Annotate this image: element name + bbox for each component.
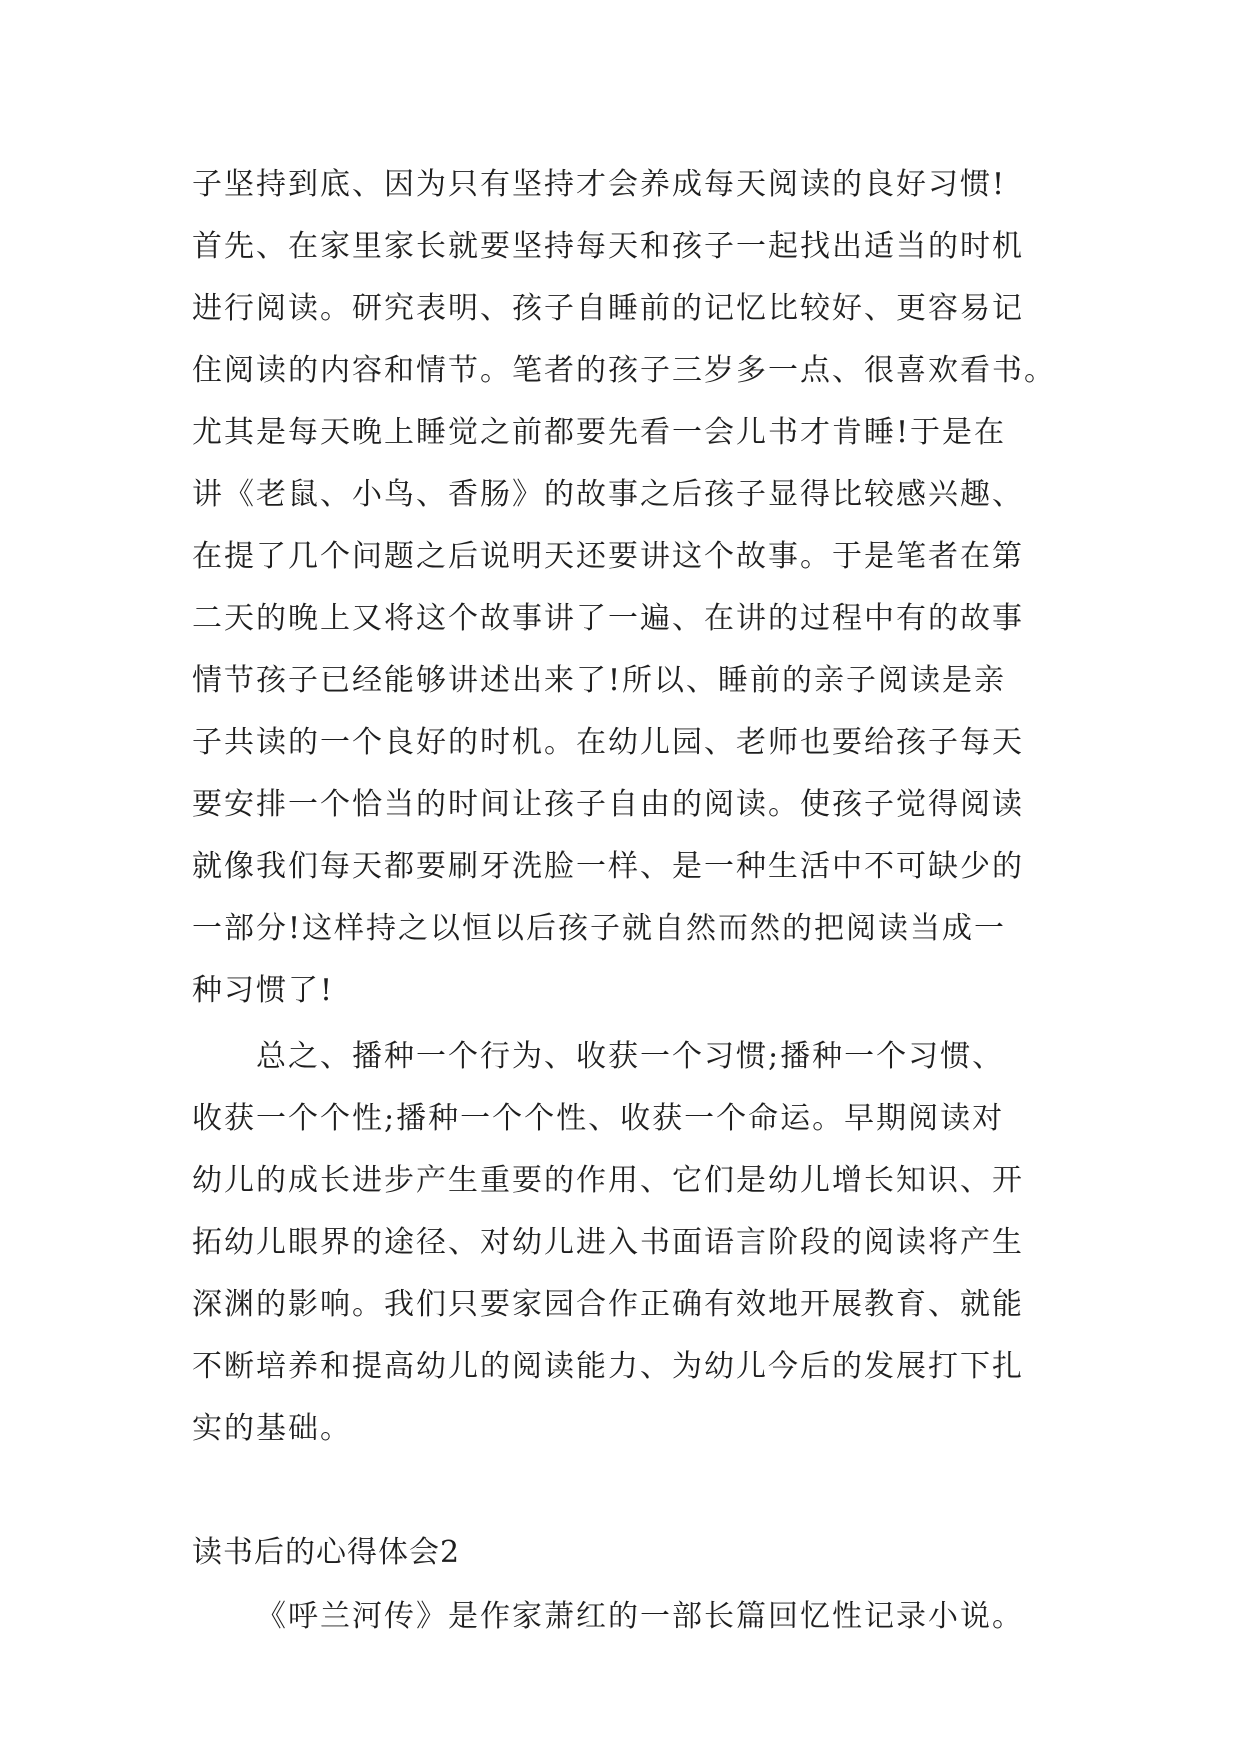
paragraph-line: 不断培养和提高幼儿的阅读能力、为幼儿今后的发展打下扎 [192,1349,1024,1384]
paragraph-line: 一部分!这样持之以恒以后孩子就自然而然的把阅读当成一 [192,911,1007,946]
paragraph-line: 尤其是每天晚上睡觉之前都要先看一会儿书才肯睡!于是在 [192,415,1007,450]
paragraph-line: 种习惯了! [192,973,335,1008]
paragraph-line: 总之、播种一个行为、收获一个习惯;播种一个习惯、 [256,1039,1005,1074]
section-heading: 读书后的心得体会2 [192,1535,461,1570]
paragraph-line: 要安排一个恰当的时间让孩子自由的阅读。使孩子觉得阅读 [192,787,1024,822]
paragraph-line: 就像我们每天都要刷牙洗脸一样、是一种生活中不可缺少的 [192,849,1024,884]
paragraph-line: 《呼兰河传》是作家萧红的一部长篇回忆性记录小说。 [256,1599,1024,1634]
paragraph-line: 子坚持到底、因为只有坚持才会养成每天阅读的良好习惯! [192,167,1007,202]
paragraph-line: 情节孩子已经能够讲述出来了!所以、睡前的亲子阅读是亲 [192,663,1007,698]
paragraph-line: 幼儿的成长进步产生重要的作用、它们是幼儿增长知识、开 [192,1163,1024,1198]
paragraph-line: 拓幼儿眼界的途径、对幼儿进入书面语言阶段的阅读将产生 [192,1225,1024,1260]
paragraph-line: 二天的晚上又将这个故事讲了一遍、在讲的过程中有的故事 [192,601,1024,636]
paragraph-line: 收获一个个性;播种一个个性、收获一个命运。早期阅读对 [192,1101,1005,1136]
paragraph-line: 进行阅读。研究表明、孩子自睡前的记忆比较好、更容易记 [192,291,1024,326]
paragraph-line: 深渊的影响。我们只要家园合作正确有效地开展教育、就能 [192,1287,1024,1322]
paragraph-line: 住阅读的内容和情节。笔者的孩子三岁多一点、很喜欢看书。 [192,353,1056,388]
paragraph-line: 讲《老鼠、小鸟、香肠》的故事之后孩子显得比较感兴趣、 [192,477,1024,512]
paragraph-line: 在提了几个问题之后说明天还要讲这个故事。于是笔者在第 [192,539,1024,574]
paragraph-line: 实的基础。 [192,1411,352,1446]
paragraph-line: 首先、在家里家长就要坚持每天和孩子一起找出适当的时机 [192,229,1024,264]
paragraph-line: 子共读的一个良好的时机。在幼儿园、老师也要给孩子每天 [192,725,1024,760]
